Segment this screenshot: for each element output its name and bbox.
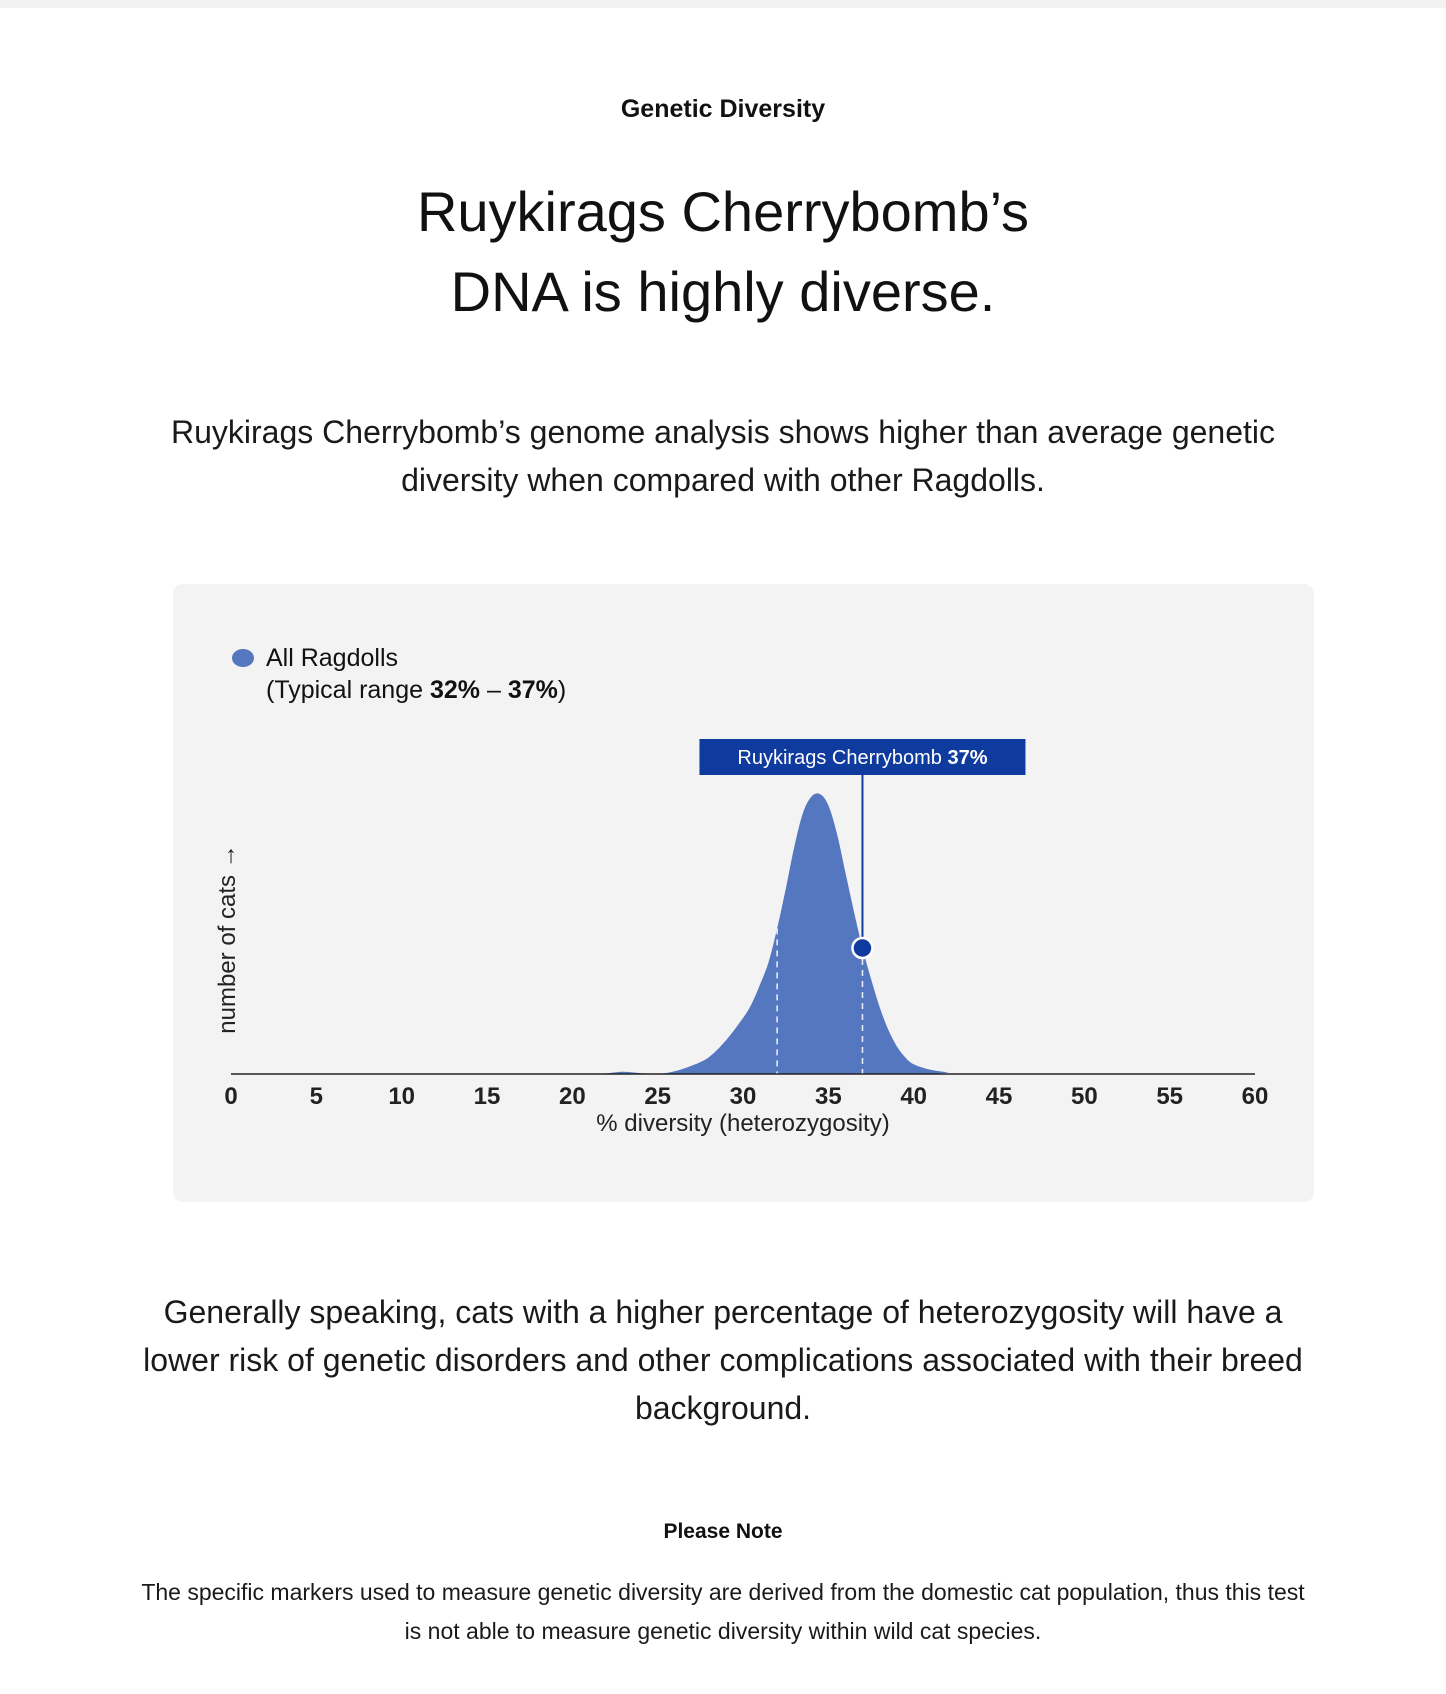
section-label: Genetic Diversity [620,95,826,123]
intro-text: Ruykirags Cherrybomb’s genome analysis shows higher than average genetic diversity when compared with other Ragdolls. [171,414,1275,498]
legend-series-label: All Ragdolls [266,644,399,672]
legend-range-low: 32% [429,676,481,704]
x-tick-label: 45 [985,1083,1013,1110]
x-tick-label: 0 [224,1083,238,1110]
x-tick-label: 20 [558,1083,586,1110]
legend-typical-range [266,676,566,704]
page-headline [0,172,1446,332]
top-strip [0,0,1446,8]
note-text: The specific markers used to measure genetic diversity are derived from the domestic cat population, thus this test is not able to measure genetic diversity within wild cat species. [141,1579,1305,1644]
x-tick-label: 5 [309,1083,324,1110]
distribution-area [231,793,1255,1074]
diversity-chart [173,584,1314,1202]
y-axis-label: number of cats → [214,844,241,1034]
legend-swatch [232,649,254,667]
legend-range-suffix: ) [557,676,567,704]
x-tick-label: 30 [729,1083,757,1110]
headline-line-1: Ruykirags Cherrybomb’s [416,180,1030,243]
x-tick-label: 25 [644,1083,672,1110]
headline-line-2: DNA is highly diverse. [450,260,996,323]
legend-range-high: 37% [507,676,558,704]
x-tick-label: 40 [900,1083,928,1110]
x-tick-label: 15 [473,1083,501,1110]
marker-dot [852,938,872,958]
x-tick-label: 60 [1241,1083,1269,1110]
x-tick-label: 35 [814,1083,842,1110]
marker-label-name: Ruykirags Cherrybomb [737,747,948,769]
marker-label [737,747,987,769]
diversity-chart-card [173,584,1314,1202]
note-title: Please Note [663,1520,783,1543]
legend-range-sep: – [480,676,508,704]
x-tick-label: 50 [1070,1083,1098,1110]
body-text: Generally speaking, cats with a higher percentage of heterozygosity will have a lower risk of genetic disorders and other complications associated with their breed background. [143,1294,1303,1426]
marker-label-value: 37% [947,747,988,769]
x-axis-label: % diversity (heterozygosity) [596,1110,890,1137]
x-tick-label: 55 [1156,1083,1184,1110]
x-tick-label: 10 [388,1083,416,1110]
legend-range-prefix: (Typical range [266,676,430,704]
